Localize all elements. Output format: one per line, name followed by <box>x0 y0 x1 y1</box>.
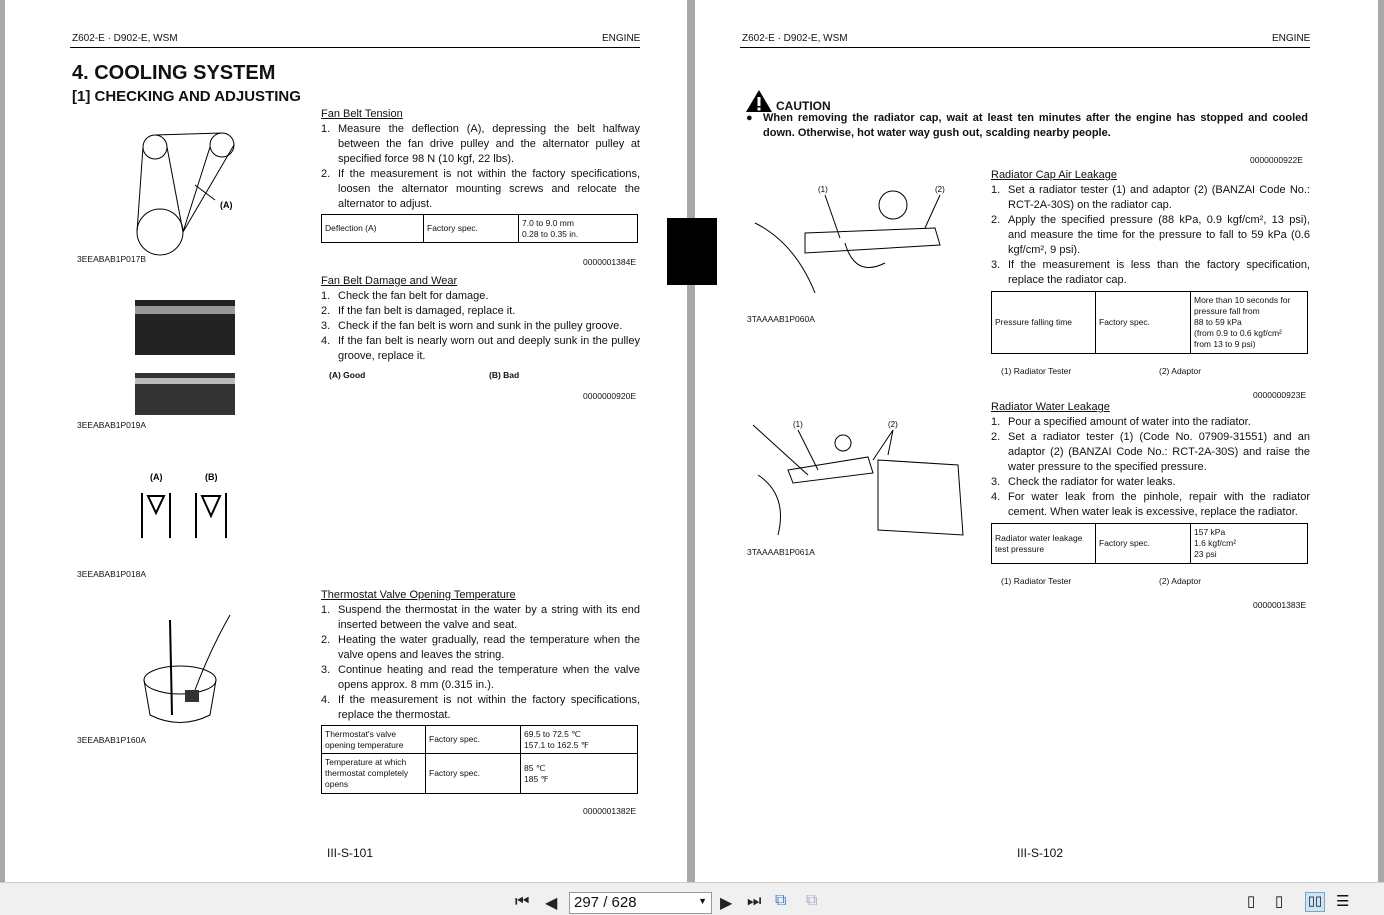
heading: Fan Belt Tension <box>321 108 403 120</box>
step: For water leak from the pinhole, repair with the radiator cement. When water leak is excessive, replace the radiator. <box>1008 491 1310 518</box>
spec-table: Radiator water leakage test pressure Factory spec. 157 kPa 1.6 kgf/cm² 23 psi <box>991 523 1308 564</box>
cell: Pressure falling time <box>992 292 1096 354</box>
step: Check the fan belt for damage. <box>338 290 489 302</box>
header-right: ENGINE <box>1272 33 1311 44</box>
spec-table <box>321 214 638 243</box>
figure-code: 3EEABAB1P160A <box>77 735 146 745</box>
doc-code: 0000001384E <box>583 257 636 267</box>
warning-icon <box>745 89 773 113</box>
svg-text:(1): (1) <box>818 185 828 194</box>
section-index-tab <box>667 218 717 285</box>
chevron-down-icon[interactable]: ▼ <box>698 896 707 906</box>
step: If the fan belt is damaged, replace it. <box>338 305 516 317</box>
thermostat-section: Thermostat Valve Opening Temperature 1. Suspend the thermostat in the water by a string with its end inserted between the valve and seat. 2. Heating the water gradually, read the temperature when the valve opens and leaves the string. 3. Continue heating and read the temperature when the valve opens approx. 8 mm (0.315 in.). 4. If the measurement is not within the factory specifications, replace the thermostat. Thermostat's valve opening temperature Factory spec. 69.5 to 72.5 ℃ 157.1 to 162.5 ℉ Temperature at which thermostat completely opens Factory spec. 85 ℃ 185 ℉ 0000001382E <box>321 588 640 819</box>
svg-text:(1): (1) <box>793 420 803 429</box>
legend: (A) Good <box>329 370 366 380</box>
spec-table <box>321 725 638 794</box>
step: Check if the fan belt is worn and sunk in the pulley groove. <box>338 320 623 332</box>
header-right: ENGINE <box>602 33 641 44</box>
fan-belt-damage-section: Fan Belt Damage and Wear 1. Check the fan belt for damage. 2. If the fan belt is damaged, replace it. 3. Check if the fan belt is worn and sunk in the pulley groove. 4. If the fan belt is nearly worn out and deeply sunk in the pulley groove, replace it. (A) Good (B) Bad 0000000920E <box>321 274 640 404</box>
figure-code: 3EEABAB1P019A <box>77 420 146 430</box>
fan-belt-illustration <box>110 125 250 260</box>
cell: 69.5 to 72.5 ℃ <box>524 728 581 739</box>
cell: Radiator water leakage test pressure <box>992 524 1096 564</box>
step: Set a radiator tester (1) and adaptor (2) (BANZAI Code No.: RCT-2A-30S) on the radiator cap. <box>1008 184 1310 211</box>
figure-code: 3TAAAAB1P060A <box>747 314 815 324</box>
caution-text: ● When removing the radiator cap, wait at least ten minutes after the engine has stopped and cooled down. Otherwise, hot water way gush out, scalding nearby people. <box>746 112 1308 139</box>
page-number-input[interactable]: 297 / 628 ▼ <box>569 892 712 914</box>
cell: Factory spec. <box>426 754 521 794</box>
cell: Thermostat's valve opening temperature <box>322 726 426 754</box>
fig-label: (A) <box>220 200 233 210</box>
doc-code: 0000001382E <box>583 806 636 816</box>
first-page-button[interactable]: ⏮ <box>515 893 530 910</box>
svg-text:(2): (2) <box>935 185 945 194</box>
next-view-icon[interactable]: ⧉ <box>806 892 818 909</box>
step: Set a radiator tester (1) (Code No. 07909-31551) and an adaptor (2) (BANZAI Code No.: RCT-2A-30S) and raise the water pressure to the specified pressure. <box>1008 431 1310 473</box>
divider <box>740 47 1310 48</box>
cell: 157.1 to 162.5 ℉ <box>524 739 589 750</box>
step: If the measurement is not within the factory specifications, replace the thermostat. <box>338 694 640 721</box>
step: Heating the water gradually, read the temperature when the valve opens and leaves the string. <box>338 634 640 661</box>
step: Pour a specified amount of water into the radiator. <box>1008 416 1251 428</box>
step: If the fan belt is nearly worn out and deeply sunk in the pulley groove, replace it. <box>338 335 640 362</box>
heading: Thermostat Valve Opening Temperature <box>321 589 516 601</box>
step: Continue heating and read the temperature when the valve opens approx. 8 mm (0.315 in.). <box>338 664 640 691</box>
caution-title: CAUTION <box>776 99 831 113</box>
radiator-cap-tester-illustration <box>745 183 970 303</box>
previous-page-button[interactable]: ◀ <box>545 895 558 912</box>
svg-text:(2): (2) <box>888 420 898 429</box>
figure-code: 3EEABAB1P017B <box>77 254 146 264</box>
previous-view-icon[interactable]: ⧉ <box>775 892 787 909</box>
page-number: III-S-101 <box>327 846 374 860</box>
heading: Fan Belt Damage and Wear <box>321 275 458 287</box>
figure-code: 3EEABAB1P018A <box>77 569 146 579</box>
fig-label: (B) <box>205 472 218 482</box>
continuous-facing-view-icon[interactable]: ☰ <box>1336 893 1350 910</box>
step: If the measurement is not within the factory specifications, loosen the alternator mounting screws and relocate the alternator to adjust. <box>338 168 640 210</box>
single-page-view-icon[interactable]: ▯ <box>1247 893 1256 910</box>
doc-code: 0000001383E <box>1253 600 1306 610</box>
belt-damage-illustration <box>133 298 238 418</box>
legend: (2) Adaptor <box>1159 576 1202 586</box>
cell: Factory spec. <box>426 726 521 754</box>
belt-groove-illustration <box>130 468 240 543</box>
doc-code: 0000000920E <box>583 391 636 401</box>
divider <box>70 47 640 48</box>
legend: (2) Adaptor <box>1159 366 1202 376</box>
header-left: Z602-E · D902-E, WSM <box>742 33 848 44</box>
radiator-water-tester-illustration <box>748 415 973 545</box>
cell: Factory spec. <box>1096 524 1191 564</box>
doc-code: 0000000923E <box>1253 390 1306 400</box>
cell: 0.28 to 0.35 in. <box>522 228 579 239</box>
fan-belt-tension-section: Fan Belt Tension 1. Measure the deflection (A), depressing the belt halfway between the fan drive pulley and the alternator pulley at specified force 98 N (10 kgf, 22 lbs). 2. If the measurement is not within the factory specifications, loosen the alternator mounting screws and relocate the alternator to adjust. Deflection (A) Factory spec. 7.0 to 9.0 mm 0.28 to 0.35 in. 0000001384E <box>321 107 640 270</box>
cell: Factory spec. <box>1096 292 1191 354</box>
cell: Factory spec. <box>424 215 519 243</box>
spec-table: Pressure falling time Factory spec. More than 10 seconds for pressure fall from 88 to 59 kPa (from 0.9 to 0.6 kgf/cm² from 13 to 9 psi) <box>991 291 1308 354</box>
radiator-water-section: Radiator Water Leakage 1. Pour a specified amount of water into the radiator. 2. Set a radiator tester (1) (Code No. 07909-31551) and an adaptor (2) (BANZAI Code No.: RCT-2A-30S) and raise the water pressure to the specified pressure. 3. Check the radiator for water leaks. 4. For water leak from the pinhole, repair with the radiator cement. When water leak is excessive, replace the radiator. Radiator water leakage test pressure Factory spec. 157 kPa 1.6 kgf/cm² 23 psi (1) Radiator Tester (2) Adaptor 0000001383E <box>991 400 1310 613</box>
header-left: Z602-E · D902-E, WSM <box>72 33 178 44</box>
facing-view-icon[interactable]: ▯▯ <box>1305 892 1325 912</box>
legend: (1) Radiator Tester <box>1001 576 1072 586</box>
thermostat-illustration <box>140 610 240 735</box>
doc-code: 0000000922E <box>1250 155 1303 165</box>
heading: Radiator Water Leakage <box>991 401 1110 413</box>
continuous-view-icon[interactable]: ▯ <box>1275 893 1284 910</box>
step: Apply the specified pressure (88 kPa, 0.9 kgf/cm², 13 psi), and measure the time for the pressure to fall to 59 kPa (0.6 kgf/cm², 9 psi). <box>1008 214 1310 256</box>
cell: Temperature at which thermostat completely opens <box>322 754 426 794</box>
section-subtitle: [1] CHECKING AND ADJUSTING <box>72 88 301 105</box>
legend: (1) Radiator Tester <box>1001 366 1072 376</box>
page-number: III-S-102 <box>1017 846 1064 860</box>
radiator-cap-section: Radiator Cap Air Leakage 1. Set a radiator tester (1) and adaptor (2) (BANZAI Code No.: RCT-2A-30S) on the radiator cap. 2. Apply the specified pressure (88 kPa, 0.9 kgf/cm², 13 psi), and measure the time for the pressure to fall to 59 kPa (0.6 kgf/cm², 9 psi). 3. If the measurement is less than the factory specification, replace the radiator cap. Pressure falling time Factory spec. More than 10 seconds for pressure fall from 88 to 59 kPa (from 0.9 to 0.6 kgf/cm² from 13 to 9 psi) (1) Radiator Tester (2) Adaptor 0000000923E <box>991 168 1310 403</box>
cell: 85 ℃ <box>524 762 546 773</box>
cell: 185 ℉ <box>524 773 549 784</box>
last-page-button[interactable]: ⏭ <box>747 893 762 910</box>
step: Suspend the thermostat in the water by a string with its end inserted between the valve and seat. <box>338 604 640 631</box>
step: Measure the deflection (A), depressing the belt halfway between the fan drive pulley and the alternator pulley at specified force 98 N (10 kgf, 22 lbs). <box>338 123 640 165</box>
fig-label: (A) <box>150 472 163 482</box>
cell: 7.0 to 9.0 mm <box>522 217 574 228</box>
next-page-button[interactable]: ▶ <box>720 895 733 912</box>
step: If the measurement is less than the factory specification, replace the radiator cap. <box>1008 259 1310 286</box>
heading: Radiator Cap Air Leakage <box>991 169 1117 181</box>
figure-code: 3TAAAAB1P061A <box>747 547 815 557</box>
step: Check the radiator for water leaks. <box>1008 476 1176 488</box>
cell: Deflection (A) <box>322 215 424 243</box>
legend: (B) Bad <box>489 370 520 380</box>
section-title: 4. COOLING SYSTEM <box>72 62 276 84</box>
